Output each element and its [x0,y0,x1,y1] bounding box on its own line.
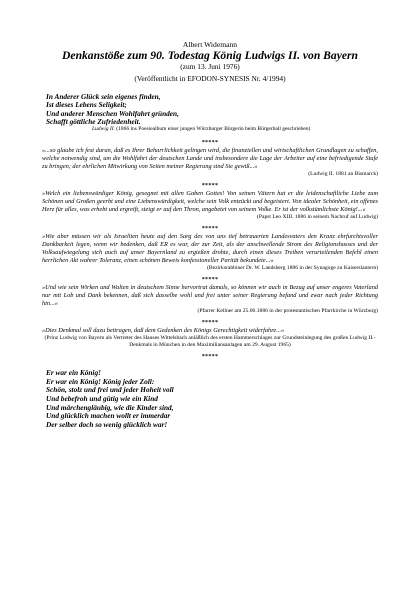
poem-top-line: Ist dieses Lebens Seligkeit; [46,100,127,110]
quote-text: »Und wie sein Wirken und Walten in deutschem Sinne hervortrat damals, so können wir auch in Bezug auf unser engeres Vaterland nur mit Lob und Dank bekennen, daß sich dasselbe wohl und frei unter seiner Regierung befand und zwar nach jeder Richtung hin...« [42,284,378,308]
quote-text: »Welch ein liebenswürdiger König, gesegnet mit allen Gaben Gottes! Von seinen Vätern hat er die leidenschaftliche Liebe zum Schönen und Großen geerbt und eine Liebenswürdigkeit, welche sein Volk entzückt und begeistert. Von idealer Schönheit, ein offenes Herz für alles, was erhebt und ergreift, steigt er auf den Thron, angebetet von seinem Volke. Er ist der volkstümlichste König!...« [42,190,378,214]
poem-top-line: Schafft göttliche Zufriedenheit. [46,116,141,126]
poem-bottom-line: Er war ein König! König jeder Zoll: [46,376,155,386]
poem-bottom-line: Und glücklich machen wollt er immerdar [46,411,171,421]
poem-top-line: In Anderer Glück sein eigenes finden, [46,92,161,101]
quote-text: »...so glaube ich fest daran, daß es Ihrer Beharrlichkeit gelingen wird, die finanziellen und wirtschaftlichen Grundlagen zu schaffen, welche notwendig sind, um die Wohlfahrt der deutschen Lande und insbesondere die Lage der Arbeiter auf eine befriedigende Stufe zu bringen; der ehrlichen Mitwirkung von Seiten meiner Regierung sind Sie gewiß...« [42,147,378,171]
section-separator: ***** [201,226,219,233]
poem-bottom [46,369,378,429]
quote-text: »Wie aber müssen wir als Israeliten heute auf den Sarg des von uns tief betrauerten Landesvaters den Kranz ehrfurchtsvoller Dankbarkeit legen, wenn wir bedenken, daß ER es war, der zur Zeit, als der anschwellende Strom des Religionshasses und der Volksaufwiegelung sich auch auf unser Bayernland zu ergießen drohte, durch einen dieses Treiben verurteilenden Befehl einen herrlichen Akt wahrer Toleranz, einen schönen Beweis konfessioneller Parität bekundete...« [42,233,378,265]
document-date: (zum 13. Juni 1976) [180,62,240,71]
poem-bottom-line: Er war ein König! [46,368,101,378]
quote-attribution: (Prinz Ludwig von Bayern als Vertreter des Hauses Wittelsbach anläßlich des ersten Hammerschlages zur Grundsteinlegung des großen Ludwig II.-Denkmals in München in den Maximiliansanlagen am 29. August 1965) [44,335,376,349]
quote-attribution: (Papst Leo XIII. 1886 in seinem Nachruf auf Ludwig) [256,214,378,221]
poem-top-attribution-text: (1866 ins Poesiealbum einer jungen Würzburger Bürgerin beim Bürgerball geschrieben) [114,126,311,133]
poem-top-attribution [92,126,378,133]
poem-top-attribution-name: Ludwig II. [92,126,115,133]
poem-top-line: Und anderer Menschen Wohlfahrt gründen, [46,108,179,118]
section-separator: ***** [201,277,219,284]
quote-text: »Dies Denkmal soll dazu beitragen, daß dem Gedenken des Königs Gerechtigkeit widerfahre...« [42,327,285,335]
section-separator: ***** [201,183,219,190]
publication-note: (Veröffentlicht in EFODON-SYNESIS Nr. 4/1994) [134,74,286,83]
quote-attribution: (Ludwig II. 1881 an Bismarck) [308,171,378,178]
section-separator: ***** [201,320,219,327]
quote-attribution: (Pfarrer Kellner am 25.06.1886 in der protestantischen Pfarrkirche in Würzburg) [197,308,378,315]
poem-bottom-line: Schön, stolz und frei und jeder Hoheit voll [46,385,174,395]
section-separator: ***** [201,140,219,147]
section-separator: ***** [201,354,219,361]
poem-top [46,93,378,126]
quote-attribution: (Bezirksrabbiner Dr. W. Landsberg 1886 in der Synagoge zu Kaiserslautern) [207,265,378,272]
poem-bottom-line: Der selber doch so wenig glücklich war! [46,419,168,429]
document-title: Denkanstöße zum 90. Todestag König Ludwigs II. von Bayern [62,49,358,62]
poem-bottom-line: Und märchengläubig, wie die Kinder sind, [46,402,174,412]
poem-bottom-line: Und bebefroh und gütig wie ein Kind [46,393,158,403]
author-name: Albert Widemann [182,40,238,49]
